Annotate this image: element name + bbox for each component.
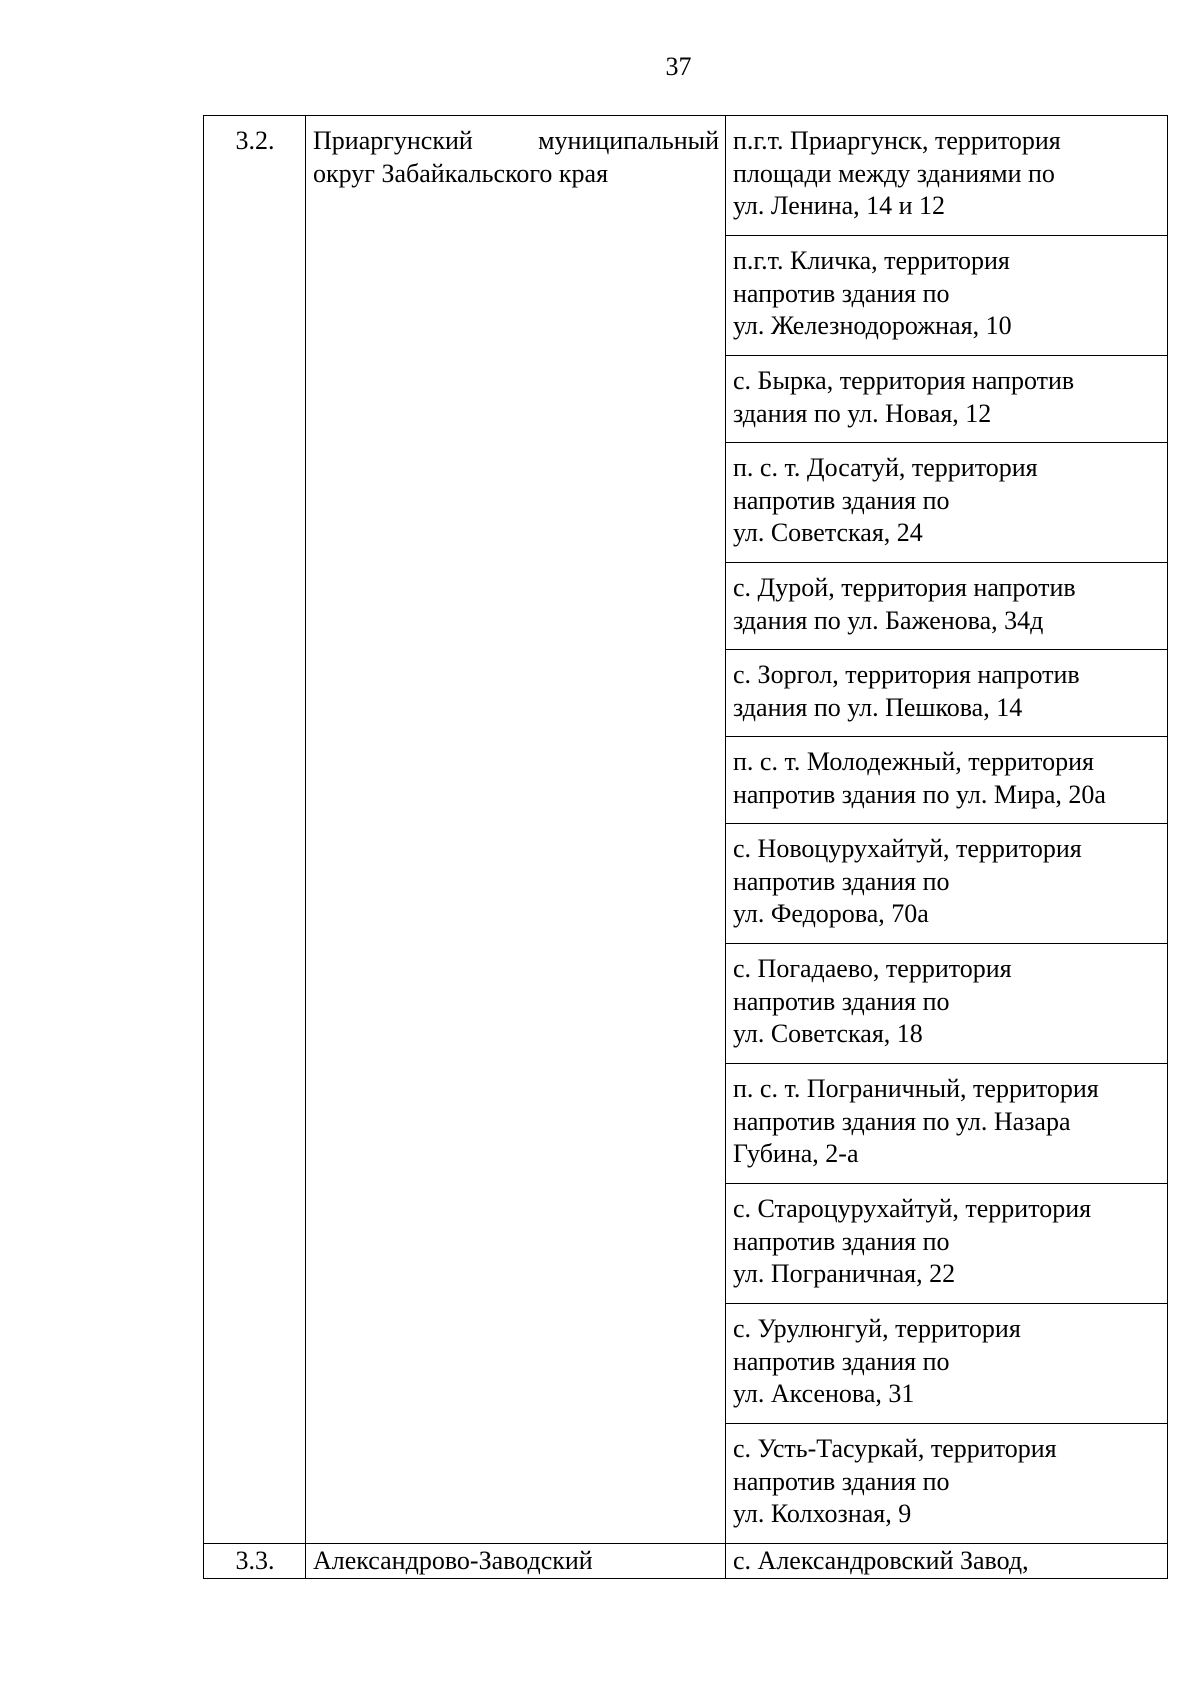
row-number: 3.3. xyxy=(204,1544,306,1579)
location-line: напротив здания по xyxy=(733,485,950,515)
location-line: Губина, 2-а xyxy=(733,1139,859,1168)
locations-table xyxy=(203,115,1168,1579)
location-line: с. Зоргол, территория напротив xyxy=(733,660,1080,689)
location-line: напротив здания по xyxy=(733,278,950,308)
location-cell xyxy=(726,356,1168,443)
location-line: напротив здания по ул. Назара xyxy=(733,1106,1071,1136)
district-line: Александрово-Заводский xyxy=(313,1546,593,1575)
location-cell xyxy=(726,944,1168,1064)
district-line: округ Забайкальского края xyxy=(313,158,609,188)
location-line: напротив здания по xyxy=(733,1226,950,1256)
location-line: ул. Железнодорожная, 10 xyxy=(733,311,1012,340)
location-line: здания по ул. Пешкова, 14 xyxy=(733,692,1023,722)
location-line: напротив здания по xyxy=(733,1466,950,1496)
location-cell xyxy=(726,1544,1168,1579)
location-cell xyxy=(726,737,1168,824)
district-name xyxy=(306,116,726,1544)
location-line: напротив здания по xyxy=(733,866,950,896)
location-line: ул. Советская, 24 xyxy=(733,518,923,547)
location-line: здания по ул. Новая, 12 xyxy=(733,398,992,428)
table-row xyxy=(204,116,1168,236)
row-number: 3.2. xyxy=(204,116,306,1544)
location-line: ул. Федорова, 70а xyxy=(733,899,929,928)
location-cell xyxy=(726,650,1168,737)
location-line: п.г.т. Приаргунск, территория xyxy=(733,126,1061,155)
district-name xyxy=(306,1544,726,1579)
table-row xyxy=(204,1544,1168,1579)
page-number: 37 xyxy=(665,52,692,81)
location-cell xyxy=(726,1064,1168,1184)
location-cell xyxy=(726,824,1168,944)
location-line: с. Староцурухайтуй, территория xyxy=(733,1194,1092,1223)
location-line: ул. Пограничная, 22 xyxy=(733,1259,956,1288)
location-line: площади между зданиями по xyxy=(733,158,1055,188)
location-line: с. Усть-Тасуркай, территория xyxy=(733,1434,1057,1463)
location-line: с. Бырка, территория напротив xyxy=(733,366,1075,395)
location-line: с. Новоцурухайтуй, территория xyxy=(733,834,1082,863)
location-cell xyxy=(726,236,1168,356)
location-line: п. с. т. Досатуй, территория xyxy=(733,453,1038,482)
location-cell xyxy=(726,443,1168,563)
location-cell xyxy=(726,563,1168,650)
location-line: здания по ул. Баженова, 34д xyxy=(733,605,1044,635)
location-line: с. Дурой, территория напротив xyxy=(733,573,1076,602)
location-line: ул. Колхозная, 9 xyxy=(733,1499,912,1528)
location-line: с. Александровский Завод, xyxy=(733,1546,1029,1575)
location-cell xyxy=(726,116,1168,236)
location-line: п. с. т. Молодежный, территория xyxy=(733,747,1094,776)
location-line: п. с. т. Пограничный, территория xyxy=(733,1074,1099,1103)
location-line: напротив здания по ул. Мира, 20а xyxy=(733,779,1106,809)
location-line: ул. Ленина, 14 и 12 xyxy=(733,191,946,220)
location-line: с. Урулюнгуй, территория xyxy=(733,1314,1021,1343)
location-line: напротив здания по xyxy=(733,1346,950,1376)
location-line: п.г.т. Кличка, территория xyxy=(733,246,1010,275)
location-cell xyxy=(726,1184,1168,1304)
location-cell xyxy=(726,1424,1168,1544)
location-line: ул. Советская, 18 xyxy=(733,1019,923,1048)
location-cell xyxy=(726,1304,1168,1424)
location-line: ул. Аксенова, 31 xyxy=(733,1379,915,1408)
location-line: напротив здания по xyxy=(733,986,950,1016)
district-line: Приаргунский муниципальный xyxy=(313,126,719,155)
location-line: с. Погадаево, территория xyxy=(733,954,1012,983)
